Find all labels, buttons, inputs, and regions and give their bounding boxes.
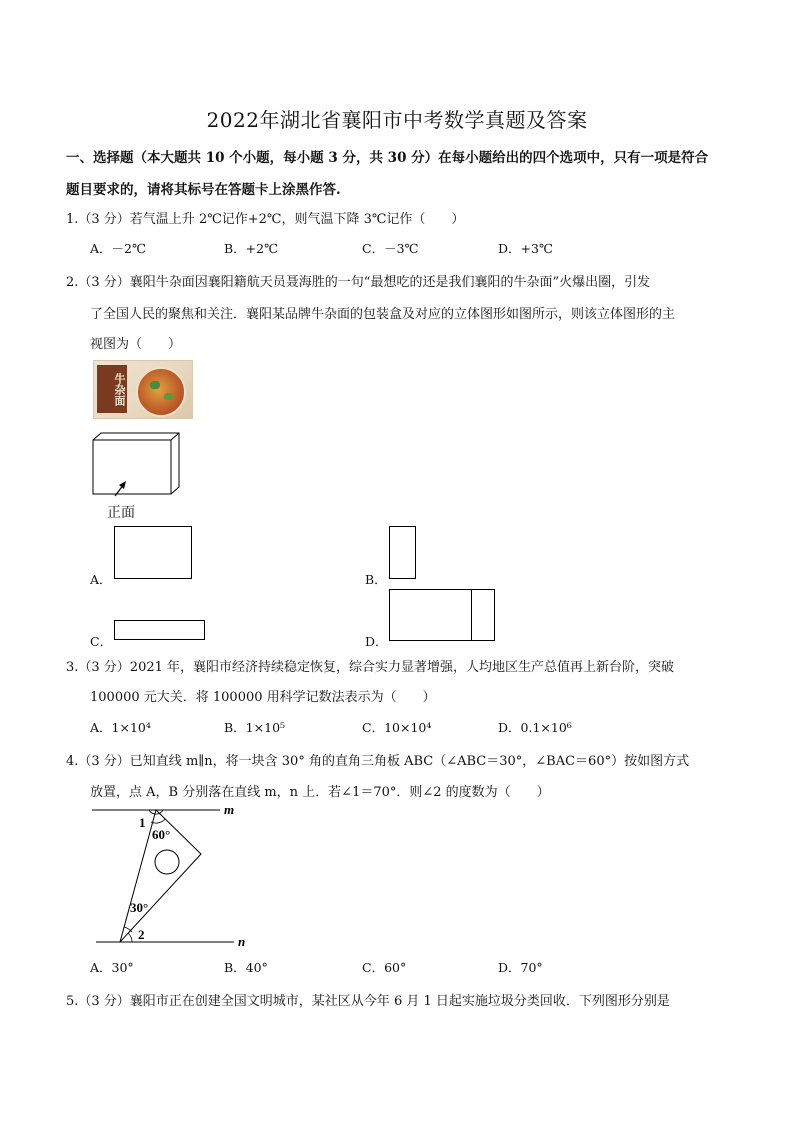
triangle-hole — [155, 850, 179, 874]
q4-option-d: D．70° — [498, 960, 543, 975]
q2-option-a: A． — [90, 572, 112, 587]
question-3-line1: 3.（3 分）2021 年，襄阳市经济持续稳定恢复，综合实力显著增强，人均地区生产总值再上新台阶，突破 — [66, 660, 675, 675]
q1-option-b: B．+2℃ — [224, 241, 279, 256]
angle-arc-2 — [128, 933, 132, 942]
cuboid-figure — [92, 432, 182, 497]
q1-option-d: D．+3℃ — [498, 241, 553, 256]
q3-option-c: C．10×10⁴ — [362, 720, 432, 735]
question-3-line2: 100000 元大关．将 100000 用科学记数法表示为（ ） — [90, 690, 436, 705]
q2-option-c-shape — [114, 620, 205, 640]
q1-option-c: C．－3℃ — [362, 241, 419, 256]
page-title: 2022年湖北省襄阳市中考数学真题及答案 — [206, 108, 588, 132]
noodle-bowl-image — [136, 367, 186, 417]
q1-option-a: A．－2℃ — [90, 241, 146, 256]
q2-option-a-shape — [114, 526, 192, 579]
q2-option-b: B． — [365, 572, 387, 587]
question-4-line1: 4.（3 分）已知直线 m∥n，将一块含 30° 角的直角三角板 ABC（∠ABC＝30°，∠BAC＝60°）按如图方式 — [66, 754, 690, 769]
question-2-line1: 2.（3 分）襄阳牛杂面因襄阳籍航天员聂海胜的一句“最想吃的还是我们襄阳的牛杂面”火爆出圈，引发 — [66, 275, 651, 290]
angle-arc-30 — [124, 927, 132, 932]
garnish-decoration — [164, 393, 173, 400]
q4-option-b: B．40° — [224, 960, 268, 975]
q3-option-a: A．1×10⁴ — [90, 720, 151, 735]
q2-option-c: C． — [90, 634, 113, 649]
package-brand-text: 牛杂面 — [97, 365, 127, 413]
label-m: m — [224, 802, 235, 817]
section-heading-line1: 一、选择题（本大题共 10 个小题，每小题 3 分，共 30 分）在每小题给出的四个选项中，只有一项是符合 — [66, 150, 709, 166]
triangle-parallel-lines-figure — [88, 800, 268, 952]
q2-option-d-shape — [389, 589, 495, 641]
label-angle-30: 30° — [130, 900, 149, 915]
question-2-line2: 了全国人民的聚焦和关注．襄阳某品牌牛杂面的包装盒及对应的立体图形如图所示，则该立体图形的主 — [90, 307, 676, 322]
question-1-stem: 1.（3 分）若气温上升 2℃记作+2℃，则气温下降 3℃记作（ ） — [66, 212, 465, 227]
front-arrow-icon — [113, 480, 129, 498]
garnish-decoration — [150, 381, 160, 389]
q2-option-b-shape — [389, 526, 416, 579]
q3-option-b: B．1×10⁵ — [224, 720, 286, 735]
label-angle-2: 2 — [138, 927, 145, 942]
q4-option-c: C．60° — [362, 960, 407, 975]
question-2-line3: 视图为（ ） — [90, 337, 182, 352]
section-heading-line2: 题目要求的，请将其标号在答题卡上涂黑作答. — [66, 182, 341, 198]
q4-option-a: A．30° — [90, 960, 134, 975]
question-5-line1: 5.（3 分）襄阳市正在创建全国文明城市，某社区从今年 6 月 1 日起实施垃圾分类回收．下列图形分别是 — [66, 994, 670, 1009]
label-n: n — [238, 934, 246, 949]
front-face-label: 正面 — [107, 505, 135, 521]
label-angle-60: 60° — [152, 827, 171, 842]
q3-option-d: D．0.1×10⁶ — [498, 720, 572, 735]
question-4-line2: 放置，点 A，B 分别落在直线 m，n 上．若∠1＝70°．则∠2 的度数为（ ） — [90, 785, 550, 800]
q2-option-d: D． — [365, 634, 388, 649]
q2-option-d-divider — [471, 589, 472, 641]
noodle-package-photo — [93, 360, 193, 419]
label-angle-1: 1 — [139, 815, 146, 830]
